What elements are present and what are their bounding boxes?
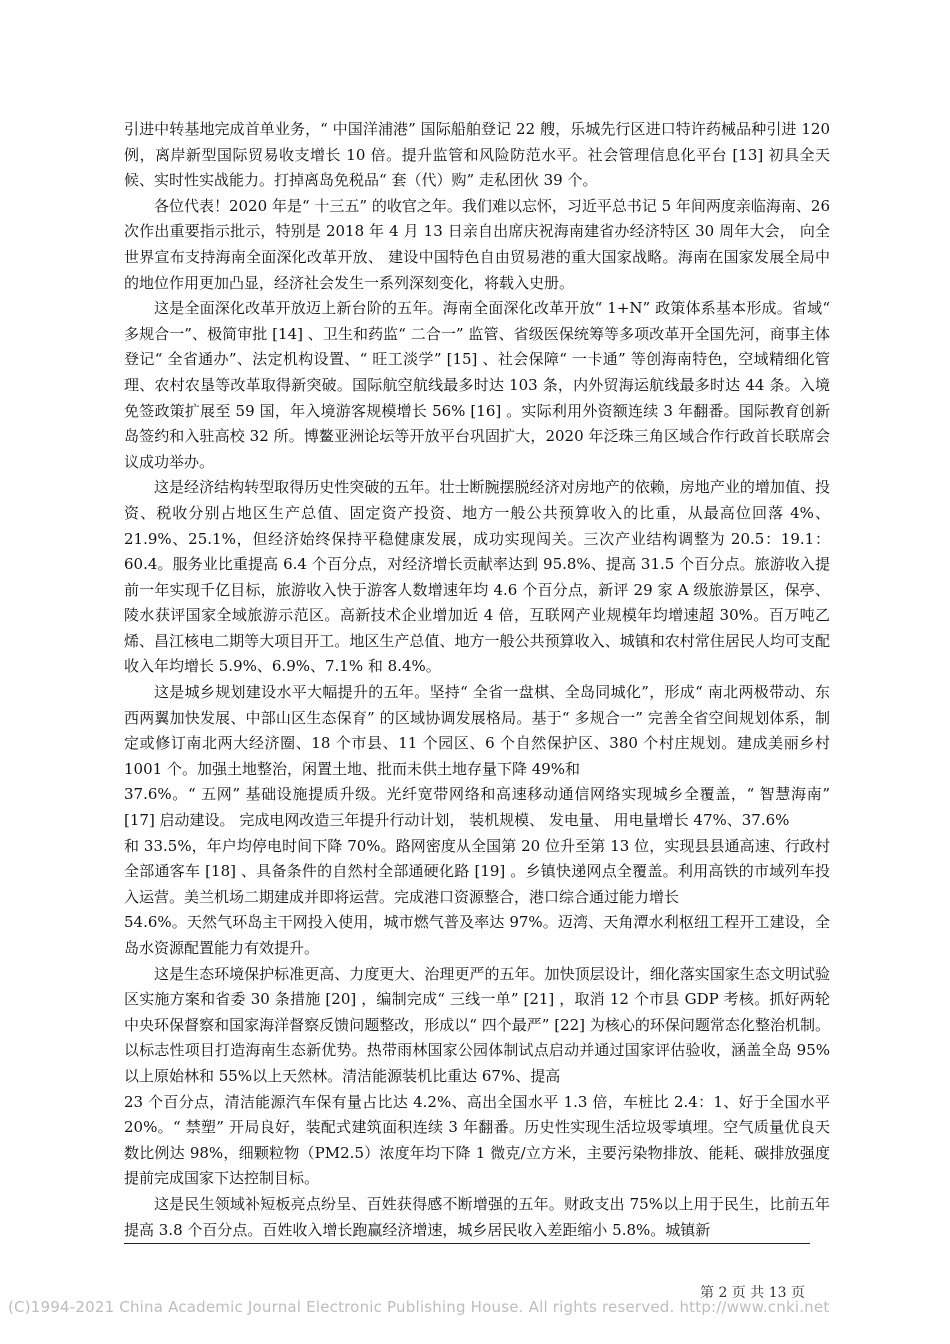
paragraph: 54.6%。天然气环岛主干网投入使用，城市燃气普及率达 97%。迈湾、天角潭水利枢纽工程开工建设，全岛水资源配置能力有效提升。 <box>124 913 830 957</box>
paragraph: 这是生态环境保护标准更高、力度更大、治理更严的五年。加快顶层设计，细化落实国家生态文明试验区实施方案和省委 30 条措施 [20] ，编制完成“ 三线一单” [21] ，取消 12 个市县 GDP 考核。抓好两轮中央环保督察和国家海洋督察反馈问题整改，形成以“ 四个最严” [22] 为核心的环保问题常态化整治机制。以标志性项目打造海南生态新优势。热带雨林国家公园体制试点启动并通过国家评估验收，涵盖全岛 95%以上原始林和 55%以上天然林。清洁能源装机比重达 67%、提高 <box>124 964 830 1085</box>
paragraph: 这是经济结构转型取得历史性突破的五年。壮士断腕摆脱经济对房地产的依赖，房地产业的增加值、投资、税收分别占地区生产总值、固定资产投资、地方一般公共预算收入的比重，从最高位回落 4%、21.9%、25.1%，但经济始终保持平稳健康发展，成功实现闯关。三次产业结构调整为 20.5：19.1：60.4。服务业比重提高 6.4 个百分点，对经济增长贡献率达到 95.8%、提高 31.5 个百分点。旅游收入提前一年实现千亿目标，旅游收入快于游客人数增速年均 4.6 个百分点，新评 29 家 A 级旅游景区，保亭、陵水获评国家全域旅游示范区。高新技术企业增加近 4 倍，互联网产业规模年均增速超 30%。百万吨乙烯、昌江核电二期等大项目开工。地区生产总值、地方一般公共预算收入、城镇和农村常住居民人均可支配收入年均增长 5.9%、6.9%、7.1% 和 8.4%。 <box>124 478 830 676</box>
paragraph: 这是全面深化改革开放迈上新台阶的五年。海南全面深化改革开放“ 1+N” 政策体系基本形成。省域“ 多规合一”、极简审批 [14] 、卫生和药监“ 二合一” 监管、省级医保统筹等多项改革开全国先河，商事主体登记“ 全省通办”、法定机构设置、“ 旺工淡学” [15] 、社会保障“ 一卡通” 等创海南特色，空域精细化管理、农村农垦等改革取得新突破。国际航空航线最多时达 103 条，内外贸海运航线最多时达 44 条。入境免签政策扩展至 59 国，年入境游客规模增长 56% [16] 。实际利用外资额连续 3 年翻番。国际教育创新岛签约和入驻高校 32 所。博鳌亚洲论坛等开放平台巩固扩大，2020 年泛珠三角区域合作行政首长联席会议成功举办。 <box>124 299 830 471</box>
footer-divider <box>124 1243 810 1244</box>
paragraph: 37.6%。“ 五网” 基础设施提质升级。光纤宽带网络和高速移动通信网络实现城乡全覆盖，“ 智慧海南” [17] 启动建设。 完成电网改造三年提升行动计划， 装机规模、 发电量、 用电量增长 47%、37.6% <box>124 785 830 830</box>
paragraph: 这是民生领域补短板亮点纷呈、百姓获得感不断增强的五年。财政支出 75%以上用于民生，比前五年提高 3.8 个百分点。百姓收入增长跑赢经济增速，城乡居民收入差距缩小 5.8%。城镇新 <box>124 1194 830 1239</box>
cnki-watermark: (C)1994-2021 China Academic Journal Electronic Publishing House. All rights reserved. http://www.cnki.net <box>8 1298 830 1316</box>
paragraph: 这是城乡规划建设水平大幅提升的五年。坚持“ 全省一盘棋、全岛同城化”，形成“ 南北两极带动、东西两翼加快发展、中部山区生态保育” 的区域协调发展格局。基于“ 多规合一” 完善全省空间规划体系，制定或修订南北两大经济圈、18 个市县、11 个园区、6 个自然保护区、380 个村庄规划。建成美丽乡村 1001 个。加强土地整治，闲置土地、批而未供土地存量下降 49%和 <box>124 683 830 778</box>
paragraph: 引进中转基地完成首单业务，“ 中国洋浦港” 国际船舶登记 22 艘，乐城先行区进口特许药械品种引进 120 例，离岸新型国际贸易收支增长 10 倍。提升监管和风险防范水平。社会管理信息化平台 [13] 初具全天候、实时性实战能力。打掉离岛免税品“ 套（代）购” 走私团伙 39 个。 <box>124 120 830 190</box>
page-number: 第 2 页 共 13 页 <box>700 1285 805 1301</box>
paragraph: 23 个百分点，清洁能源汽车保有量占比达 4.2%、高出全国水平 1.3 倍，车桩比 2.4：1、好于全国水平 20%。“ 禁塑” 开局良好，装配式建筑面积连续 3 年翻番。历史性实现生活垃圾零填埋。空气质量优良天数比例达 98%，细颗粒物（PM2.5）浓度年均下降 1 微克/立方米，主要污染物排放、能耗、碳排放强度提前完成国家下达控制目标。 <box>124 1092 830 1188</box>
document-body <box>124 117 830 1243</box>
paragraph: 和 33.5%，年户均停电时间下降 70%。路网密度从全国第 20 位升至第 13 位，实现县县通高速、行政村全部通客车 [18] 、具备条件的自然村全部通硬化路 [19] 。乡镇快递网点全覆盖。利用高铁的市域列车投入运营。美兰机场二期建成并即将运营。完成港口资源整合，港口综合通过能力增长 <box>124 836 830 906</box>
paragraph: 各位代表！2020 年是“ 十三五” 的收官之年。我们难以忘怀，习近平总书记 5 年间两度亲临海南、26 次作出重要指示批示，特别是 2018 年 4 月 13 日亲自出席庆祝海南建省办经济特区 30 周年大会， 向全世界宣布支持海南全面深化改革开放、 建设中国特色自由贸易港的重大国家战略。海南在国家发展全局中的地位作用更加凸显，经济社会发生一系列深刻变化，将载入史册。 <box>124 196 830 292</box>
